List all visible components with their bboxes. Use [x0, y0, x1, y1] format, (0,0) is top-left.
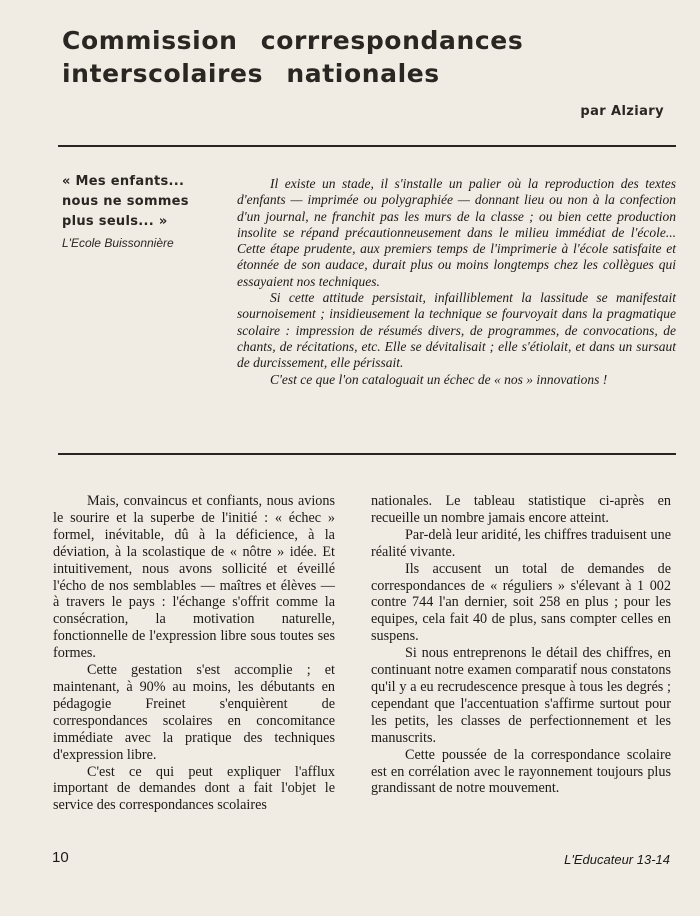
- intro-paragraph: C'est ce que l'on cataloguait un échec de « nos » innovations !: [270, 371, 608, 387]
- body-column-left: [53, 493, 335, 814]
- body-paragraph: Ils accusent un total de demandes de correspondances de « réguliers » s'élevant à 1 002 contre 744 l'an dernier, soit 258 en plus ; pour les equipes, cela fait 40 de plus, sans compter celles en suspens.: [371, 560, 671, 645]
- title-line-1: Commission corrrespondances: [62, 26, 524, 55]
- body-paragraph: Cette poussée de la correspondance scolaire est en corrélation avec le rayonnement toujours plus grandissant de notre mouvement.: [371, 746, 671, 797]
- article-title: [62, 24, 622, 90]
- pull-quote: [62, 172, 224, 253]
- body-paragraph: Par-delà leur aridité, les chiffres traduisent une réalité vivante.: [371, 526, 671, 560]
- intro-paragraph: Il existe un stade, il s'installe un palier où la reproduction des textes d'enfants — imprimée ou polygraphiée — donnant lieu ou non à la confection d'un journal, ne franchit pas les murs de la classe ; ou bien cette production insolite se répand précautionneusement dans le milieu immédiat de l'école... Cette étape prudente, aux premiers temps de l'imprimerie à l'école satisfaite et étonnée de son audace, durait plus ou moins longtemps chez les collègues qui essayaient nos techniques.: [237, 176, 676, 289]
- body-paragraph-continued: nationales. Le tableau statistique ci-après en recueille un nombre jamais encore atteint.: [371, 493, 671, 526]
- pull-quote-source: L'Ecole Buissonnière: [62, 236, 174, 250]
- body-paragraph: C'est ce qui peut expliquer l'afflux important de demandes dont a fait l'objet le service des correspondances scolaires: [53, 763, 335, 814]
- bottom-divider: [58, 453, 676, 455]
- page-number: 10: [52, 849, 69, 866]
- publication-footer: L'Educateur 13-14: [564, 852, 670, 867]
- intro-paragraph: Si cette attitude persistait, infailliblement la lassitude se manifestait sournoisement ; insidieusement la technique se fourvoyait dans la pragmatique scolaire : impression de résumés divers, de programmes, de convocations, de chants, de récitations, etc. Elle se dévitalisait ; elle s'étiolait, et dans un sursaut de durcissement, elle périssait.: [237, 290, 676, 371]
- body-paragraph: Cette gestation s'est accomplie ; et maintenant, à 90% au moins, les débutants en pédagogie Freinet s'enquièrent de correspondances scolaires en concomitance immédiate avec la pratique des techniques d'expression libre.: [53, 662, 335, 763]
- intro-text: [237, 176, 676, 388]
- body-paragraph: Si nous entreprenons le détail des chiffres, en continuant notre examen comparatif nous constatons qu'il y a eu recrudescence presque à tous les degrés ; cependant que l'accentuation s'affirme surtout pour les petits, les classes de perfectionnement et les manuscrits.: [371, 645, 671, 746]
- title-line-2: interscolaires nationales: [62, 59, 440, 88]
- top-divider: [58, 145, 676, 147]
- pull-quote-text: « Mes enfants... nous ne sommes plus seuls... »: [62, 174, 189, 229]
- byline: par Alziary: [580, 104, 664, 119]
- body-column-right: [371, 493, 671, 797]
- body-paragraph: Mais, convaincus et confiants, nous avions le sourire et la superbe de l'initié : « échec » formel, inévitable, dû à la déficience, à la déviation, à la scolastique de « nôtre » idée. Et intuitivement, nous avons sollicité et éveillé l'écho de nos semblables — maîtres et élèves — à travers le pays : l'échange s'offrit comme la consécration, la motivation naturelle, fonctionnelle de l'expression libre sous toutes ses formes.: [53, 493, 335, 662]
